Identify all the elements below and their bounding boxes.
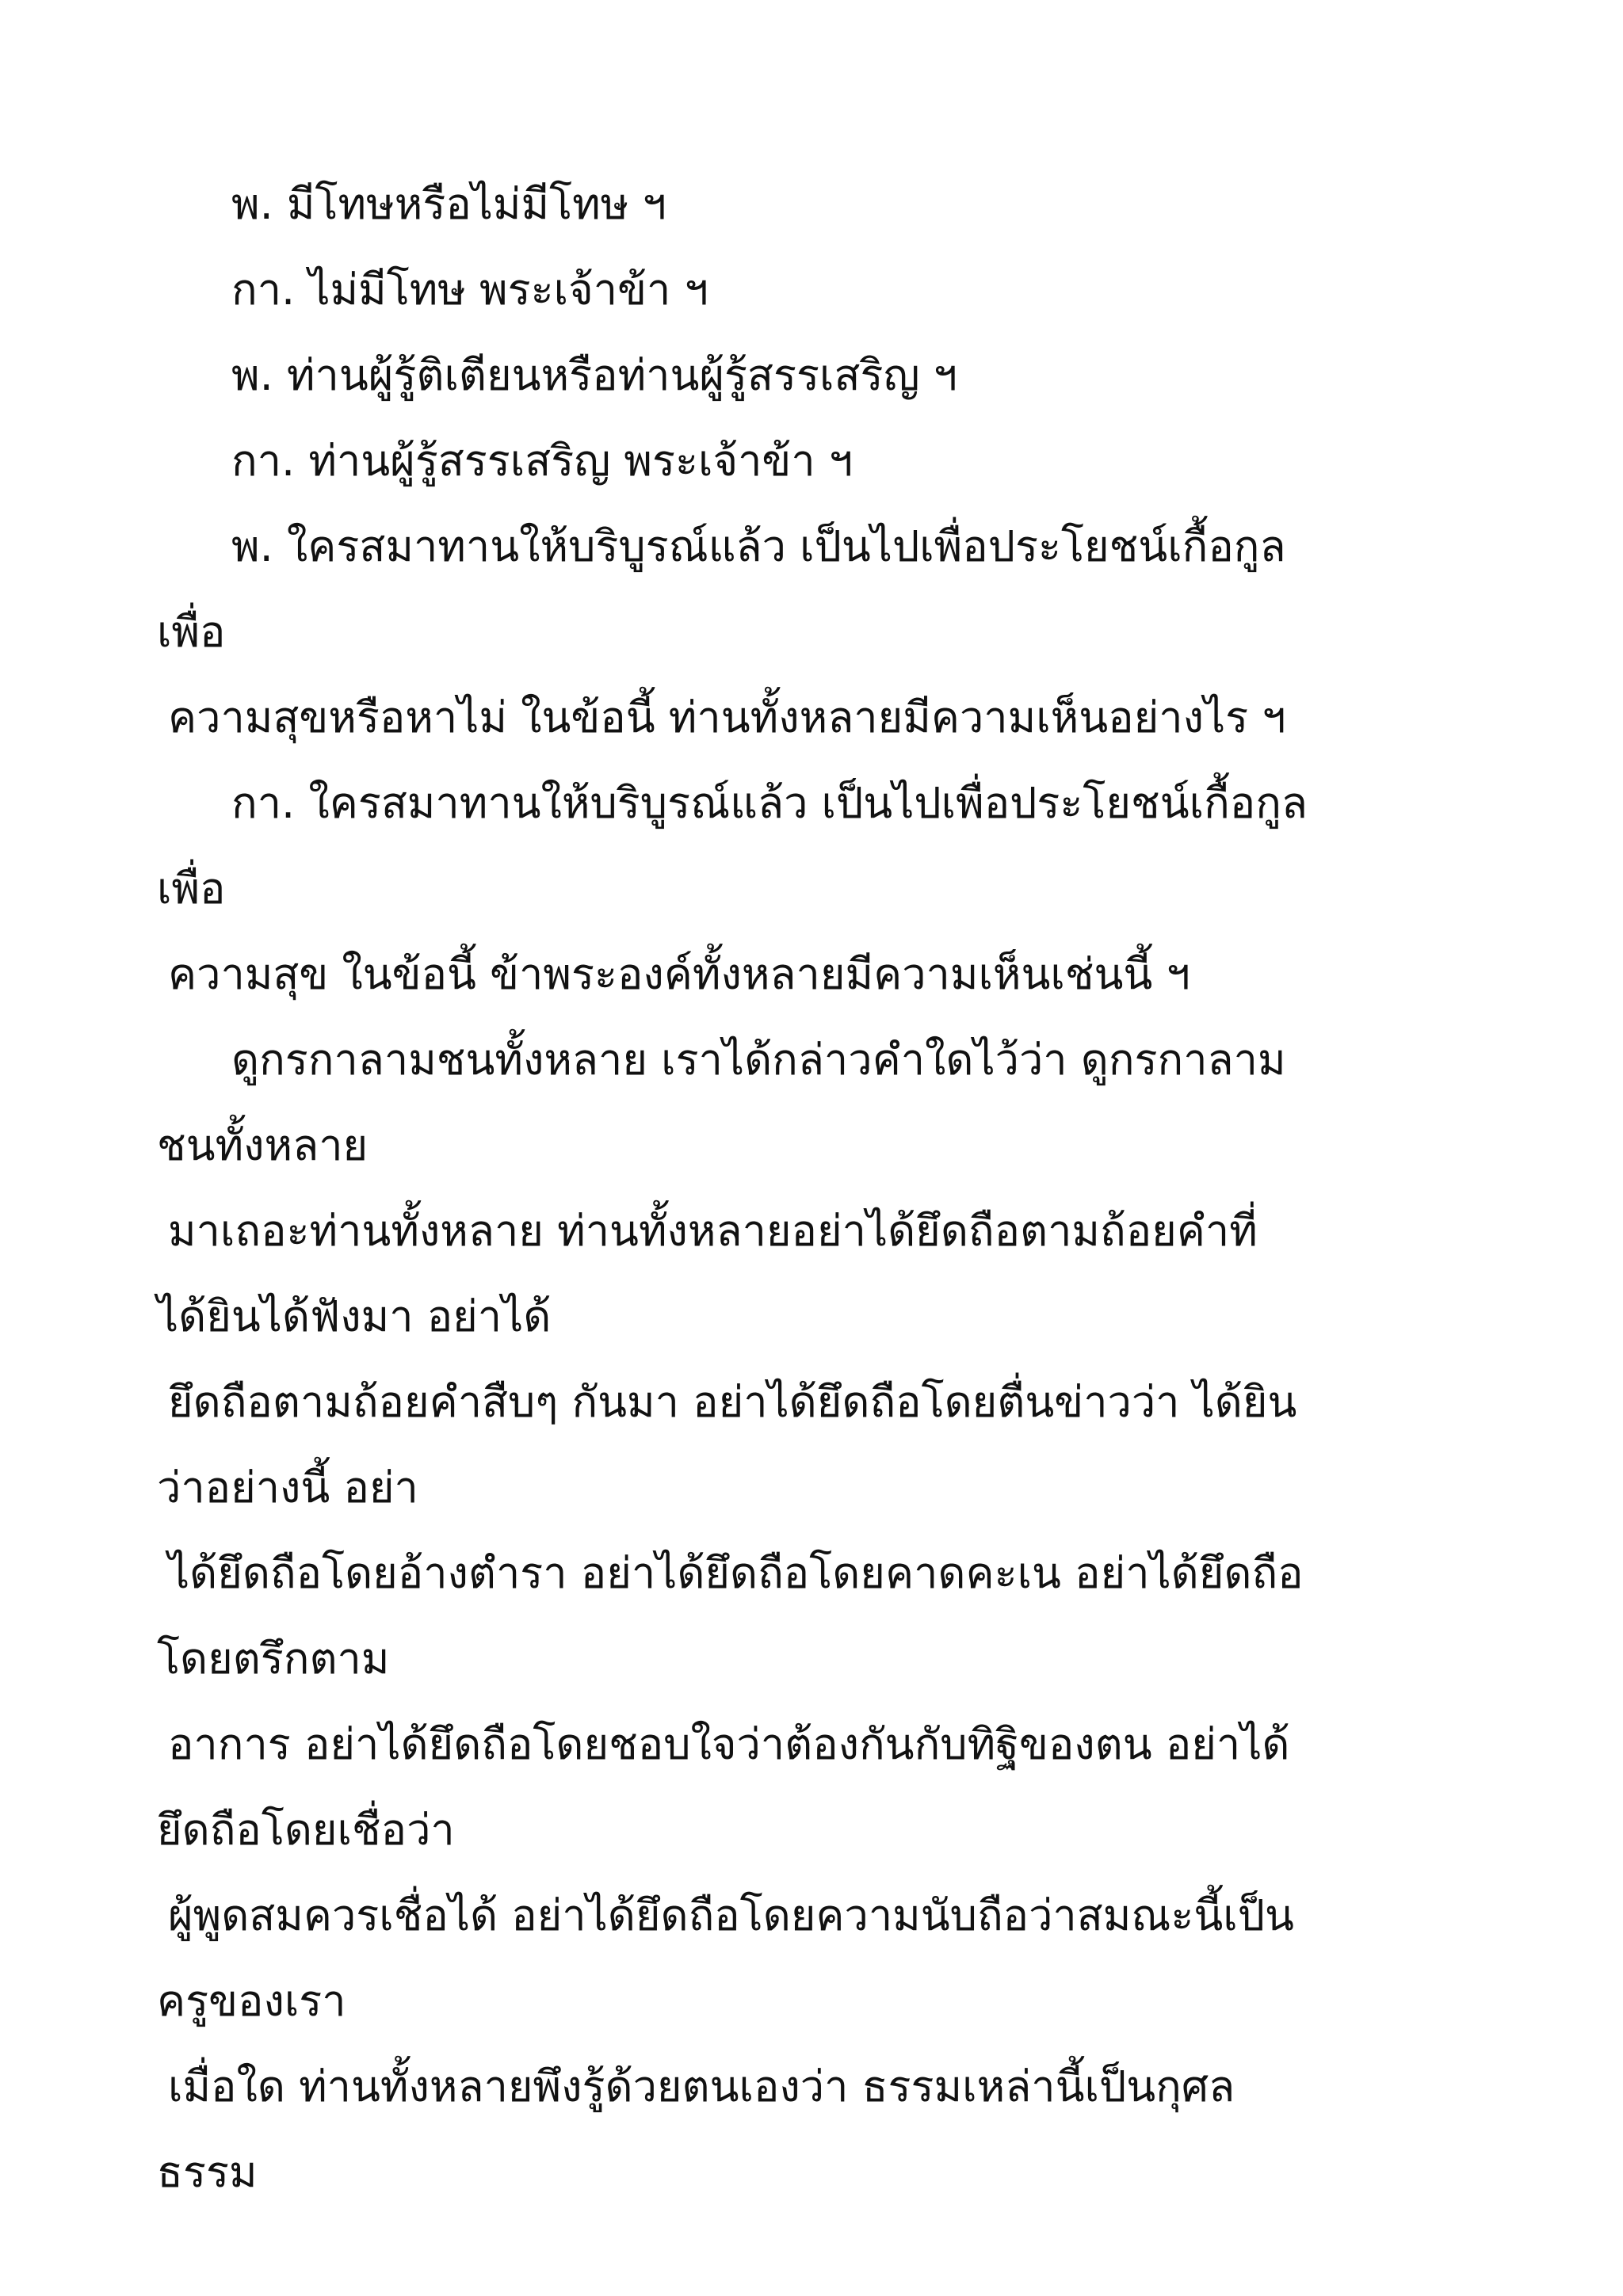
text-line: เพื่อ [157, 864, 226, 913]
text-line: กา. ไม่มีโทษ พระเจ้าข้า ฯ [231, 265, 708, 315]
text-line: ยึดถือโดยเชื่อว่า [157, 1805, 455, 1855]
text-line: ได้ยึดถือโดยอ้างตำรา อย่าได้ยึดถือโดยคาดคะเน อย่าได้ยึดถือ [168, 1548, 1304, 1598]
text-line: พ. มีโทษหรือไม่มีโทษ ฯ [231, 179, 666, 229]
text-line: กา. ท่านผู้รู้สรรเสริญ พระเจ้าข้า ฯ [231, 436, 854, 486]
text-line: ครูของเรา [157, 1976, 346, 2026]
text-line: กา. ใครสมาทานให้บริบูรณ์แล้ว เป็นไปเพื่อประโยชน์เกื้อกูล [231, 778, 1308, 828]
text-line: ความสุข ในข้อนี้ ข้าพระองค์ทั้งหลายมีความเห็นเช่นนี้ ฯ [168, 949, 1190, 999]
text-line: ผู้พูดสมควรเชื่อได้ อย่าได้ยึดถือโดยความนับถือว่าสมณะนี้เป็น [168, 1890, 1294, 1940]
text-line: พ. ท่านผู้รู้ติเตียนหรือท่านผู้รู้สรรเสริญ ฯ [231, 350, 957, 400]
text-line: ธรรม [157, 2147, 258, 2197]
text-line: เมื่อใด ท่านทั้งหลายพึงรู้ด้วยตนเองว่า ธรรมเหล่านี้เป็นกุศล [168, 2061, 1235, 2111]
text-line: ได้ยินได้ฟังมา อย่าได้ [157, 1291, 552, 1341]
text-line: ความสุขหรือหาไม่ ในข้อนี้ ท่านทั้งหลายมีความเห็นอย่างไร ฯ [168, 692, 1286, 742]
text-line: ชนทั้งหลาย [157, 1120, 369, 1170]
text-line: มาเถอะท่านทั้งหลาย ท่านทั้งหลายอย่าได้ยึดถือตามถ้อยคำที่ [168, 1206, 1258, 1256]
text-line: อาการ อย่าได้ยึดถือโดยชอบใจว่าต้องกันกับทิฐิของตน อย่าได้ [168, 1719, 1290, 1769]
text-line: เพื่อ [157, 607, 226, 657]
text-line: พ. ใครสมาทานให้บริบูรณ์แล้ว เป็นไปเพื่อประโยชน์เกื้อกูล [231, 521, 1286, 571]
text-line: โดยตรึกตาม [157, 1634, 390, 1684]
text-line: ว่าอย่างนี้ อย่า [157, 1463, 418, 1512]
text-line: ดูกรกาลามชนทั้งหลาย เราได้กล่าวคำใดไว้ว่า ดูกรกาลาม [231, 1035, 1286, 1085]
text-line: ยึดถือตามถ้อยคำสืบๆ กันมา อย่าได้ยึดถือโดยตื่นข่าวว่า ได้ยิน [168, 1377, 1297, 1427]
document-text-body [157, 162, 1472, 2215]
